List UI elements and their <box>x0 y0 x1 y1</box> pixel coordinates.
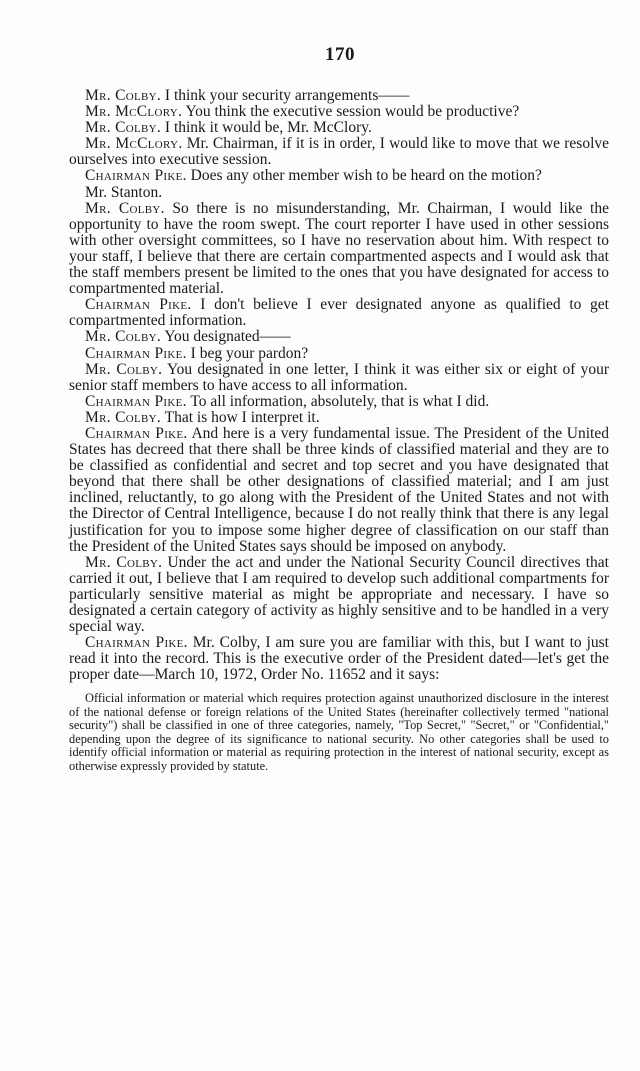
speech-text: I beg your pardon? <box>186 344 309 362</box>
speech-text: So there is no misunderstanding, Mr. Chairman, I would like the opportunity to have the room swept. The court reporter I have used in other sessions with other oversight committees, so I have no reservation about him. With respect to your staff, I believe that there are certain compartmented aspects and I would ask that the staff members present be limited to the ones that you have designated for access to compartmented material. <box>69 199 609 298</box>
paragraph <box>69 346 609 362</box>
transcript-body <box>69 88 609 785</box>
paragraph <box>69 410 609 426</box>
speaker-name: Mr. McClory. <box>85 135 183 153</box>
speaker-name: Chairman Pike. <box>85 296 192 314</box>
speaker-name: Chairman Pike. <box>85 167 187 185</box>
speech-text: Mr. Chairman, if it is in order, I would like to move that we resolve ourselves into executive session. <box>69 135 609 169</box>
paragraph <box>69 136 609 168</box>
speech-text: I think it would be, Mr. McClory. <box>161 119 372 137</box>
speech-text: To all information, absolutely, that is what I did. <box>186 392 490 410</box>
paragraph <box>69 168 609 184</box>
speech-text: Mr. Colby, I am sure you are familiar with this, but I want to just read it into the record. This is the executive order of the President dated—let's get the proper date—March 10, 1972, Order No. 11652 and it says: <box>69 634 609 684</box>
paragraph <box>69 394 609 410</box>
speech-text: And here is a very fundamental issue. The President of the United States has decreed that there shall be three kinds of classified material and they are to be classified as confidential and secret and top secret and you have designated that beyond that there shall be other designations of classified material; and I am just inclined, reluctantly, to go along with the President of the United States and not with the Director of Central Intelligence, because I do not really think that there is any legal justification for you to impose some higher degree of classification on our staff than the President of the United States says should be imposed on anybody. <box>69 424 609 555</box>
speaker-name: Chairman Pike. <box>85 344 187 362</box>
paragraph <box>69 426 609 555</box>
speech-text: Does any other member wish to be heard on the motion? <box>186 167 542 185</box>
speech-text: I don't believe I ever designated anyone as qualified to get compartmented information. <box>69 296 609 330</box>
speech-text: Under the act and under the National Security Council directives that carried it out, I believe that I am required to develop such additional compartments for particularly sensitive material as might be appropriate and necessary. I have so designated a certain category of activity as highly sensitive and to be handled in a very special way. <box>69 553 609 636</box>
paragraph <box>69 88 609 104</box>
speaker-name: Chairman Pike. <box>85 634 188 652</box>
speaker-name: Mr. McClory. <box>85 103 183 121</box>
speech-text: I think your security arrangements—— <box>161 87 410 104</box>
paragraph <box>69 635 609 683</box>
speech-text: You designated in one letter, I think it was either six or eight of your senior staff members to have access to all information. <box>69 360 609 394</box>
speaker-name: Mr. Colby. <box>85 360 163 378</box>
speech-text: You designated—— <box>161 328 291 346</box>
paragraph <box>69 120 609 136</box>
speaker-name: Mr. Colby. <box>85 553 163 571</box>
paragraph <box>69 185 609 201</box>
paragraph <box>69 329 609 345</box>
speaker-name: Mr. Colby. <box>85 199 165 217</box>
speech-text: Mr. Stanton. <box>85 183 163 201</box>
paragraph <box>69 104 609 120</box>
page-number: 170 <box>325 44 355 65</box>
speaker-name: Mr. Colby. <box>85 328 162 346</box>
speech-text: That is how I interpret it. <box>161 408 320 426</box>
speaker-name: Mr. Colby. <box>85 408 162 426</box>
speaker-name: Chairman Pike. <box>85 392 187 410</box>
paragraph <box>69 201 609 298</box>
speaker-name: Mr. Colby. <box>85 87 162 104</box>
paragraph <box>69 362 609 394</box>
speaker-name: Mr. Colby. <box>85 119 162 137</box>
speaker-name: Chairman Pike. <box>85 424 188 442</box>
speech-text: You think the executive session would be productive? <box>182 103 520 121</box>
paragraph <box>69 297 609 329</box>
executive-order-quote: Official information or material which requires protection against unauthorized disclosure in the interest of the national defense or foreign relations of the United States (hereinafter collectively termed "national security") shall be classified in one of three categories, namely, "Top Secret," "Secret," or "Confidential," depending upon the degree of its significance to national security. No other categories shall be used to identify official information or material as requiring protection in the interest of national security, except as otherwise expressly provided by statute. <box>69 691 609 773</box>
paragraph <box>69 555 609 635</box>
